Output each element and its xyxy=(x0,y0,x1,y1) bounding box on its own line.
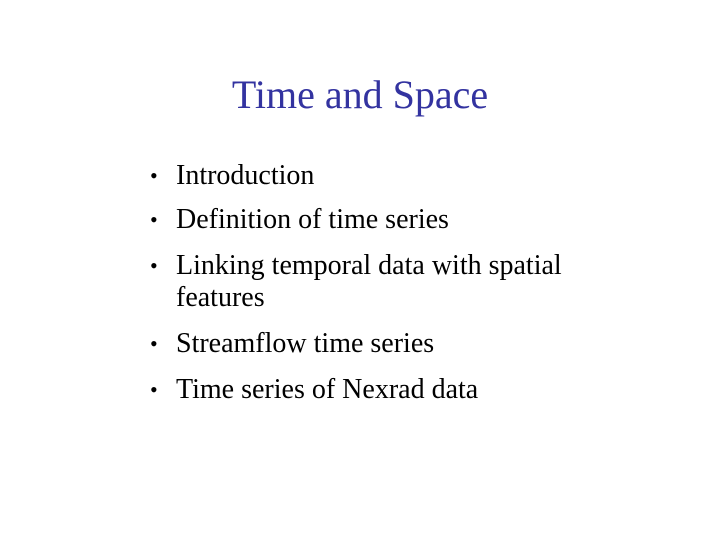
bullet-marker: • xyxy=(150,163,158,188)
bullet-text: Streamflow time series xyxy=(176,328,435,359)
slide-title-text: Time and Space xyxy=(231,72,489,117)
bullet-text: Definition of time series xyxy=(176,204,449,235)
slide-title xyxy=(0,70,720,120)
bullet-item xyxy=(150,160,648,192)
bullet-text: Linking temporal data with spatial features xyxy=(176,250,562,313)
bullet-text: Time series of Nexrad data xyxy=(176,374,479,405)
bullet-item xyxy=(150,374,648,406)
bullet-item xyxy=(150,204,648,236)
bullet-item xyxy=(150,328,648,360)
bullet-list xyxy=(150,160,648,420)
bullet-marker: • xyxy=(150,331,158,356)
bullet-item xyxy=(150,250,636,314)
bullet-marker: • xyxy=(150,377,158,402)
bullet-marker: • xyxy=(150,253,158,278)
bullet-text: Introduction xyxy=(176,160,315,191)
bullet-marker: • xyxy=(150,207,158,232)
